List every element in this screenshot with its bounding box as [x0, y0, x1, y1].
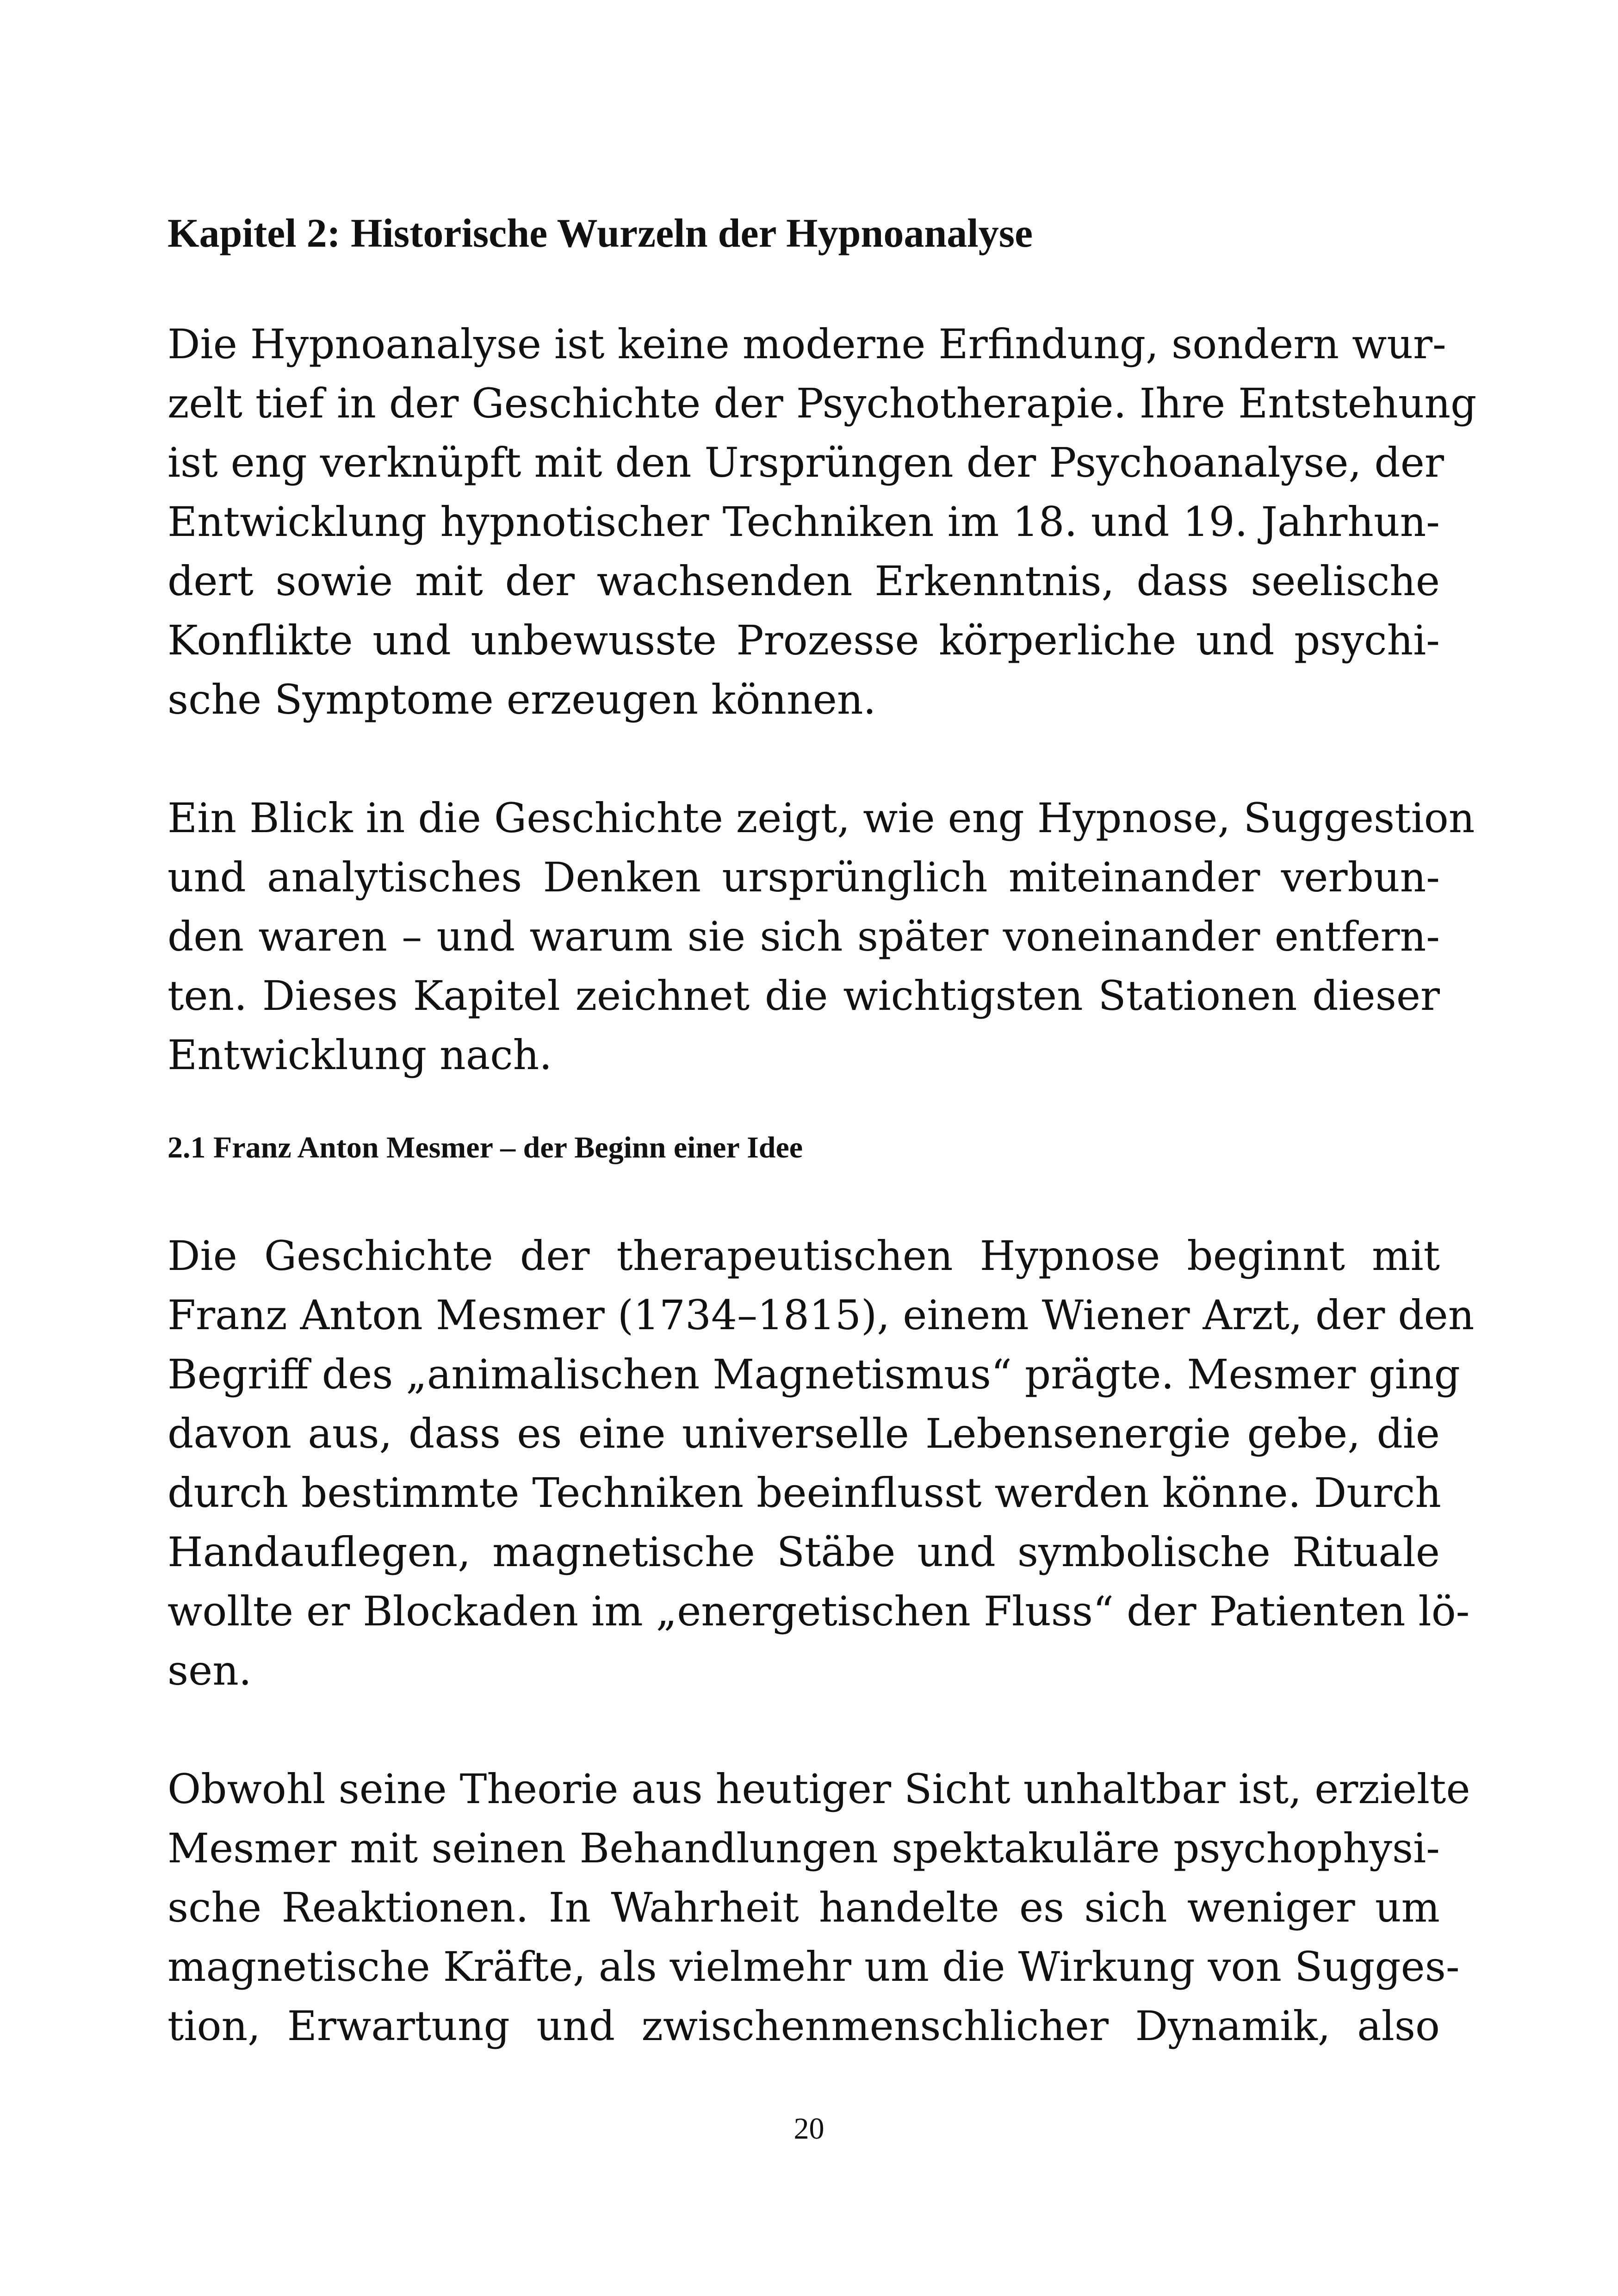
paragraph-intro-1 [167, 315, 1477, 729]
text-line: wollte er Blockaden im „energetischen Fluss“ der Patienten lö- [167, 1587, 1470, 1635]
text-line: Mesmer mit seinen Behandlungen spektakuläre psychophysi- [167, 1824, 1440, 1872]
text-line: Franz Anton Mesmer (1734–1815), einem Wiener Arzt, der den [167, 1291, 1475, 1339]
text-line: ten. Dieses Kapitel zeichnet die wichtigsten Stationen dieser [167, 972, 1440, 1020]
text-line: Obwohl seine Theorie aus heutiger Sicht unhaltbar ist, erzielte [167, 1765, 1470, 1813]
text-line: Die Geschichte der therapeutischen Hypnose beginnt mit [167, 1232, 1440, 1280]
text-line: magnetische Kräfte, als vielmehr um die Wirkung von Sugges- [167, 1943, 1460, 1991]
chapter-title: Kapitel 2: Historische Wurzeln der Hypnoanalyse [167, 211, 1033, 256]
text-line: davon aus, dass es eine universelle Lebensenergie gebe, die [167, 1410, 1440, 1457]
text-line: Konflikte und unbewusste Prozesse körperliche und psychi- [167, 616, 1440, 664]
paragraph-intro-2 [167, 789, 1475, 1085]
text-line: Entwicklung nach. [167, 1031, 552, 1079]
text-line: den waren – und warum sie sich später voneinander entfern- [167, 913, 1440, 960]
text-line: sche Symptome erzeugen können. [167, 676, 876, 723]
paragraph-section-2 [167, 1760, 1470, 2056]
text-line: durch bestimmte Techniken beeinflusst werden könne. Durch [167, 1469, 1441, 1517]
text-line: Handauflegen, magnetische Stäbe und symbolische Rituale [167, 1528, 1440, 1576]
text-line: Ein Blick in die Geschichte zeigt, wie eng Hypnose, Suggestion [167, 794, 1475, 842]
text-line: Die Hypnoanalyse ist keine moderne Erfindung, sondern wur- [167, 320, 1446, 368]
text-line: sen. [167, 1647, 252, 1694]
text-line: ist eng verknüpft mit den Ursprüngen der Psychoanalyse, der [167, 439, 1444, 486]
page-number: 20 [794, 2112, 824, 2146]
text-line: zelt tief in der Geschichte der Psychotherapie. Ihre Entstehung [167, 380, 1477, 427]
text-line: Entwicklung hypnotischer Techniken im 18. und 19. Jahrhun- [167, 498, 1440, 546]
page-content [167, 204, 1477, 2056]
paragraph-section-1 [167, 1226, 1475, 1700]
section-title: 2.1 Franz Anton Mesmer – der Beginn einer Idee [167, 1131, 803, 1164]
text-line: tion, Erwartung und zwischenmenschlicher Dynamik, also [167, 2002, 1440, 2050]
text-line: Begriff des „animalischen Magnetismus“ prägte. Mesmer ging [167, 1350, 1460, 1398]
text-line: und analytisches Denken ursprünglich miteinander verbun- [167, 853, 1440, 901]
text-line: sche Reaktionen. In Wahrheit handelte es sich weniger um [167, 1884, 1440, 1931]
text-line: dert sowie mit der wachsenden Erkenntnis, dass seelische [167, 557, 1440, 605]
